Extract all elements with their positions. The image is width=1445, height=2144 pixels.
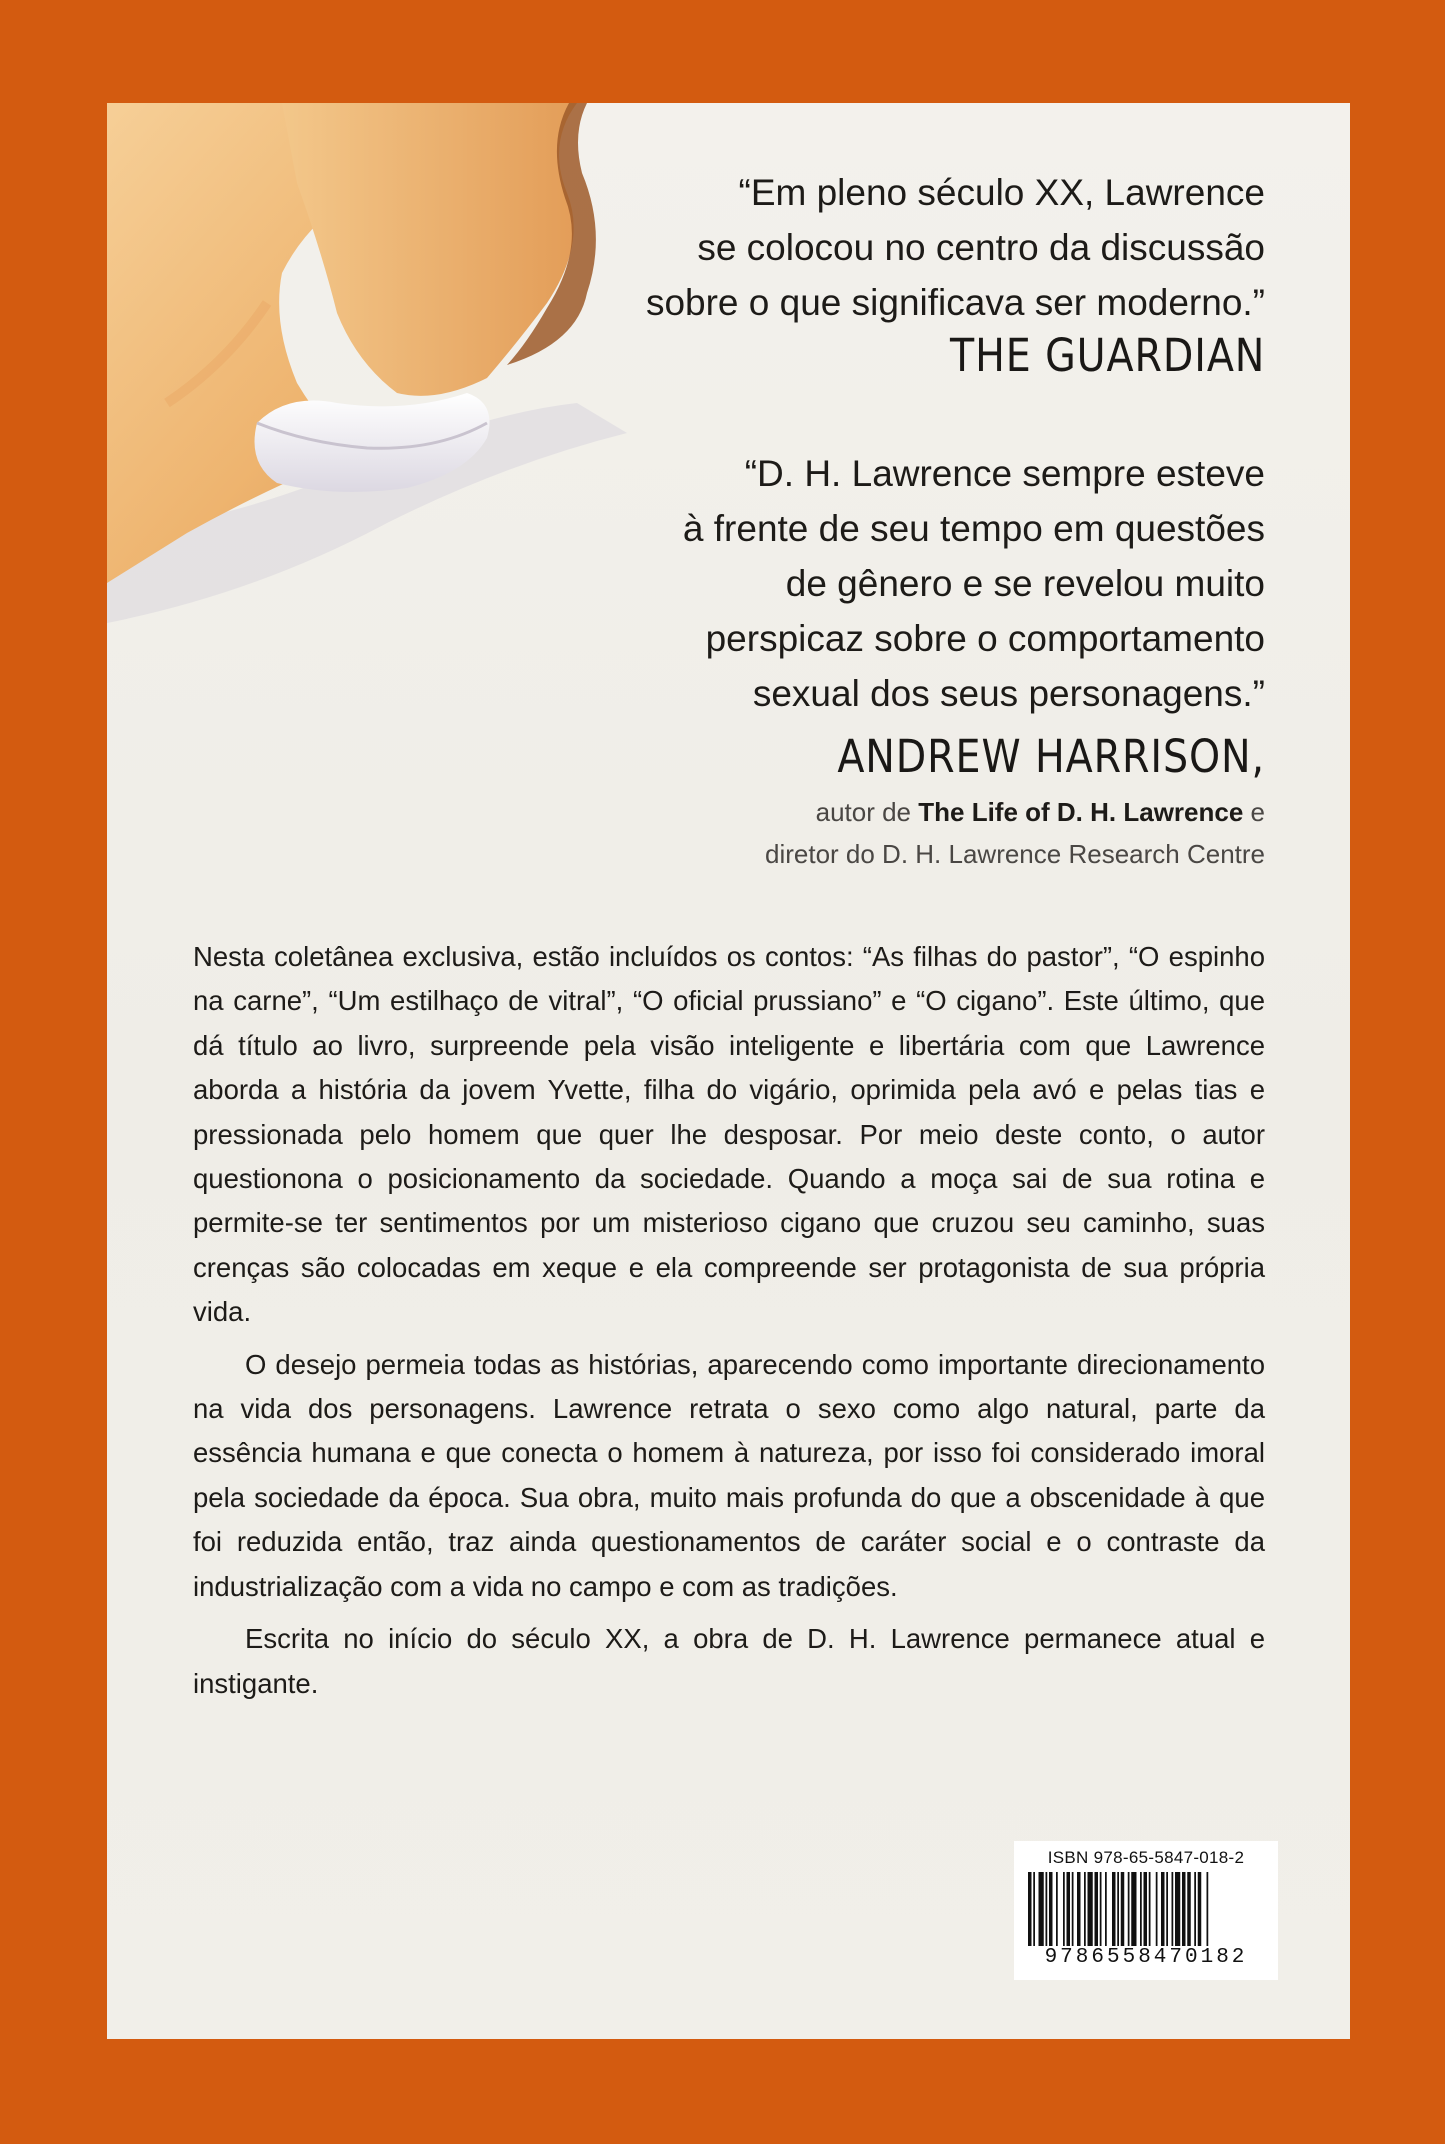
quote-line: perspicaz sobre o comportamento <box>705 618 1265 659</box>
credit-prefix: autor de <box>815 797 919 827</box>
isbn-label: ISBN 978-65-5847-018-2 <box>1047 1848 1245 1867</box>
quote-source-harrison: ANDREW HARRISON, <box>837 730 1265 783</box>
quote-line: se colocou no centro da discussão <box>697 227 1265 268</box>
quote-line: “Em pleno século XX, Lawrence <box>738 172 1265 213</box>
credit-book-title: The Life of D. H. Lawrence <box>918 797 1244 827</box>
synopsis-paragraph: O desejo permeia todas as histórias, aparecendo como importante direcionamento na vida dos personagens. Lawrence retrata o sexo como algo natural, parte da essência humana e que conecta o homem à natureza, por isso foi considerado imoral pela sociedade da época. Sua obra, muito mais profunda do que a obscenidade à que foi reduzida então, traz ainda questionamentos de caráter social e o contraste da industrialização com a vida no campo e com as tradições. <box>193 1348 1265 1602</box>
quote-harrison <box>505 446 1265 721</box>
quote-line: sobre o que significava ser moderno.” <box>645 282 1265 323</box>
quote-guardian <box>505 165 1265 330</box>
credit-line-1 <box>565 791 1265 833</box>
barcode-digits: 9786558470182 <box>1044 1946 1248 1969</box>
quote-line: “D. H. Lawrence sempre esteve <box>744 453 1265 494</box>
back-cover-panel <box>107 103 1350 2039</box>
credit-line-2: diretor do D. H. Lawrence Research Centre <box>764 839 1265 869</box>
credit-suffix: e <box>1243 797 1265 827</box>
synopsis <box>193 935 1265 1714</box>
quote-source-guardian: THE GUARDIAN <box>949 329 1265 382</box>
isbn-barcode <box>1014 1841 1278 1980</box>
barcode-icon <box>1028 1872 1264 1946</box>
synopsis-paragraph: Nesta coletânea exclusiva, estão incluídos os contos: “As filhas do pastor”, “O espinho na carne”, “Um estilhaço de vitral”, “O oficial prussiano” e “O cigano”. Este último, que dá título ao livro, surpreende pela visão inteligente e libertária com que Lawrence aborda a história da jovem Yvette, filha do vigário, oprimida pela avó e pelas tias e pressionada pelo homem que quer lhe desposar. Por meio deste conto, o autor questionona o posicionamento da sociedade. Quando a moça sai de sua rotina e permite-se ter sentimentos por um misterioso cigano que cruzou seu caminho, suas crenças são colocadas em xeque e ela compreende ser protagonista de sua própria vida. <box>193 941 1265 1328</box>
quote-line: de gênero e se revelou muito <box>785 563 1265 604</box>
quote-line: à frente de seu tempo em questões <box>682 508 1265 549</box>
quote-line: sexual dos seus personagens.” <box>752 673 1265 714</box>
author-credit <box>565 791 1265 875</box>
synopsis-paragraph: Escrita no início do século XX, a obra de D. H. Lawrence permanece atual e instigante. <box>193 1623 1265 1699</box>
